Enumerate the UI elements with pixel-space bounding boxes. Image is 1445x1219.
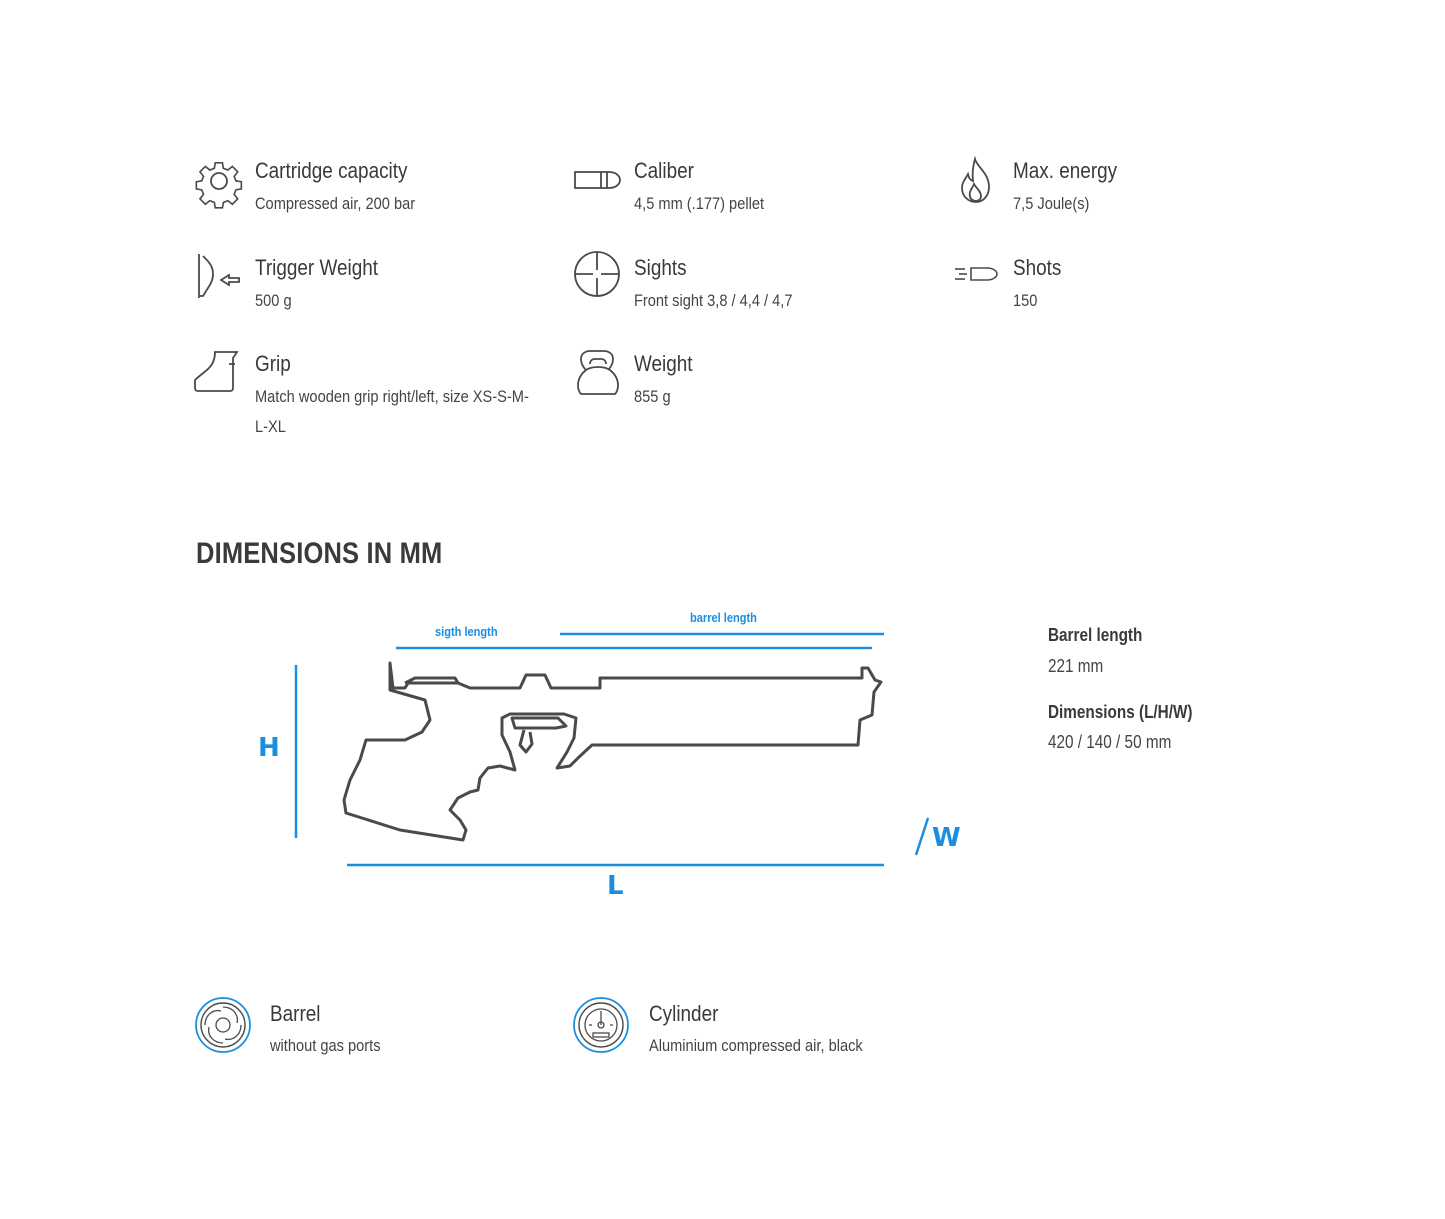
spec-cartridge-capacity (195, 157, 555, 227)
grip-icon (195, 350, 243, 398)
feature-cylinder (573, 997, 933, 1067)
spec-sights (574, 254, 934, 324)
cylinder-gauge-icon (573, 997, 629, 1053)
sight-length-label: sigth length (435, 624, 498, 639)
gear-icon (195, 157, 243, 205)
feature-value: Aluminium compressed air, black (649, 1036, 863, 1055)
spec-title: Grip (255, 351, 291, 376)
spec-value: 150 (1013, 291, 1038, 310)
spec-title: Cartridge capacity (255, 158, 408, 183)
width-label: W (932, 823, 961, 853)
feature-barrel (195, 997, 555, 1067)
spec-weight (574, 350, 934, 420)
height-label: H (258, 733, 281, 763)
spec-value: 500 g (255, 291, 292, 310)
length-label: L (607, 871, 624, 901)
spec-caliber (574, 157, 934, 227)
spec-value: 7,5 Joule(s) (1013, 194, 1090, 213)
spec-title: Max. energy (1013, 158, 1118, 183)
spec-value: Compressed air, 200 bar (255, 194, 416, 213)
cartridge-icon (574, 157, 622, 205)
feature-title: Barrel (270, 1001, 321, 1026)
dimensions-title: Dimensions (L/H/W) (1048, 702, 1193, 722)
spec-title: Caliber (634, 158, 694, 183)
spec-title: Trigger Weight (255, 255, 379, 280)
feature-title: Cylinder (649, 1001, 719, 1026)
bullet-icon (953, 254, 1001, 302)
spec-grip (195, 350, 555, 450)
width-line (916, 818, 928, 855)
barrel-length-title: Barrel length (1048, 625, 1143, 645)
spec-value: 4,5 mm (.177) pellet (634, 194, 765, 213)
spec-title: Shots (1013, 255, 1062, 280)
dimensions-value: 420 / 140 / 50 mm (1048, 732, 1172, 752)
flame-icon (953, 157, 1001, 205)
spec-max-energy (953, 157, 1313, 227)
spec-title: Weight (634, 351, 693, 376)
kettlebell-icon (574, 350, 622, 398)
trigger-icon (195, 254, 243, 302)
spec-shots (953, 254, 1313, 324)
spec-title: Sights (634, 255, 687, 280)
spec-value: Front sight 3,8 / 4,4 / 4,7 (634, 291, 793, 310)
spec-value: Match wooden grip right/left, size XS-S-M-L-XL (255, 387, 529, 436)
section-title: DIMENSIONS IN MM (196, 537, 443, 570)
pistol-outline (344, 663, 881, 840)
feature-value: without gas ports (270, 1036, 381, 1055)
barrel-rifling-icon (195, 997, 251, 1053)
barrel-length-label: barrel length (690, 610, 757, 625)
barrel-length-value: 221 mm (1048, 656, 1104, 676)
crosshair-icon (574, 254, 622, 302)
spec-value: 855 g (634, 387, 671, 406)
spec-trigger-weight (195, 254, 555, 324)
